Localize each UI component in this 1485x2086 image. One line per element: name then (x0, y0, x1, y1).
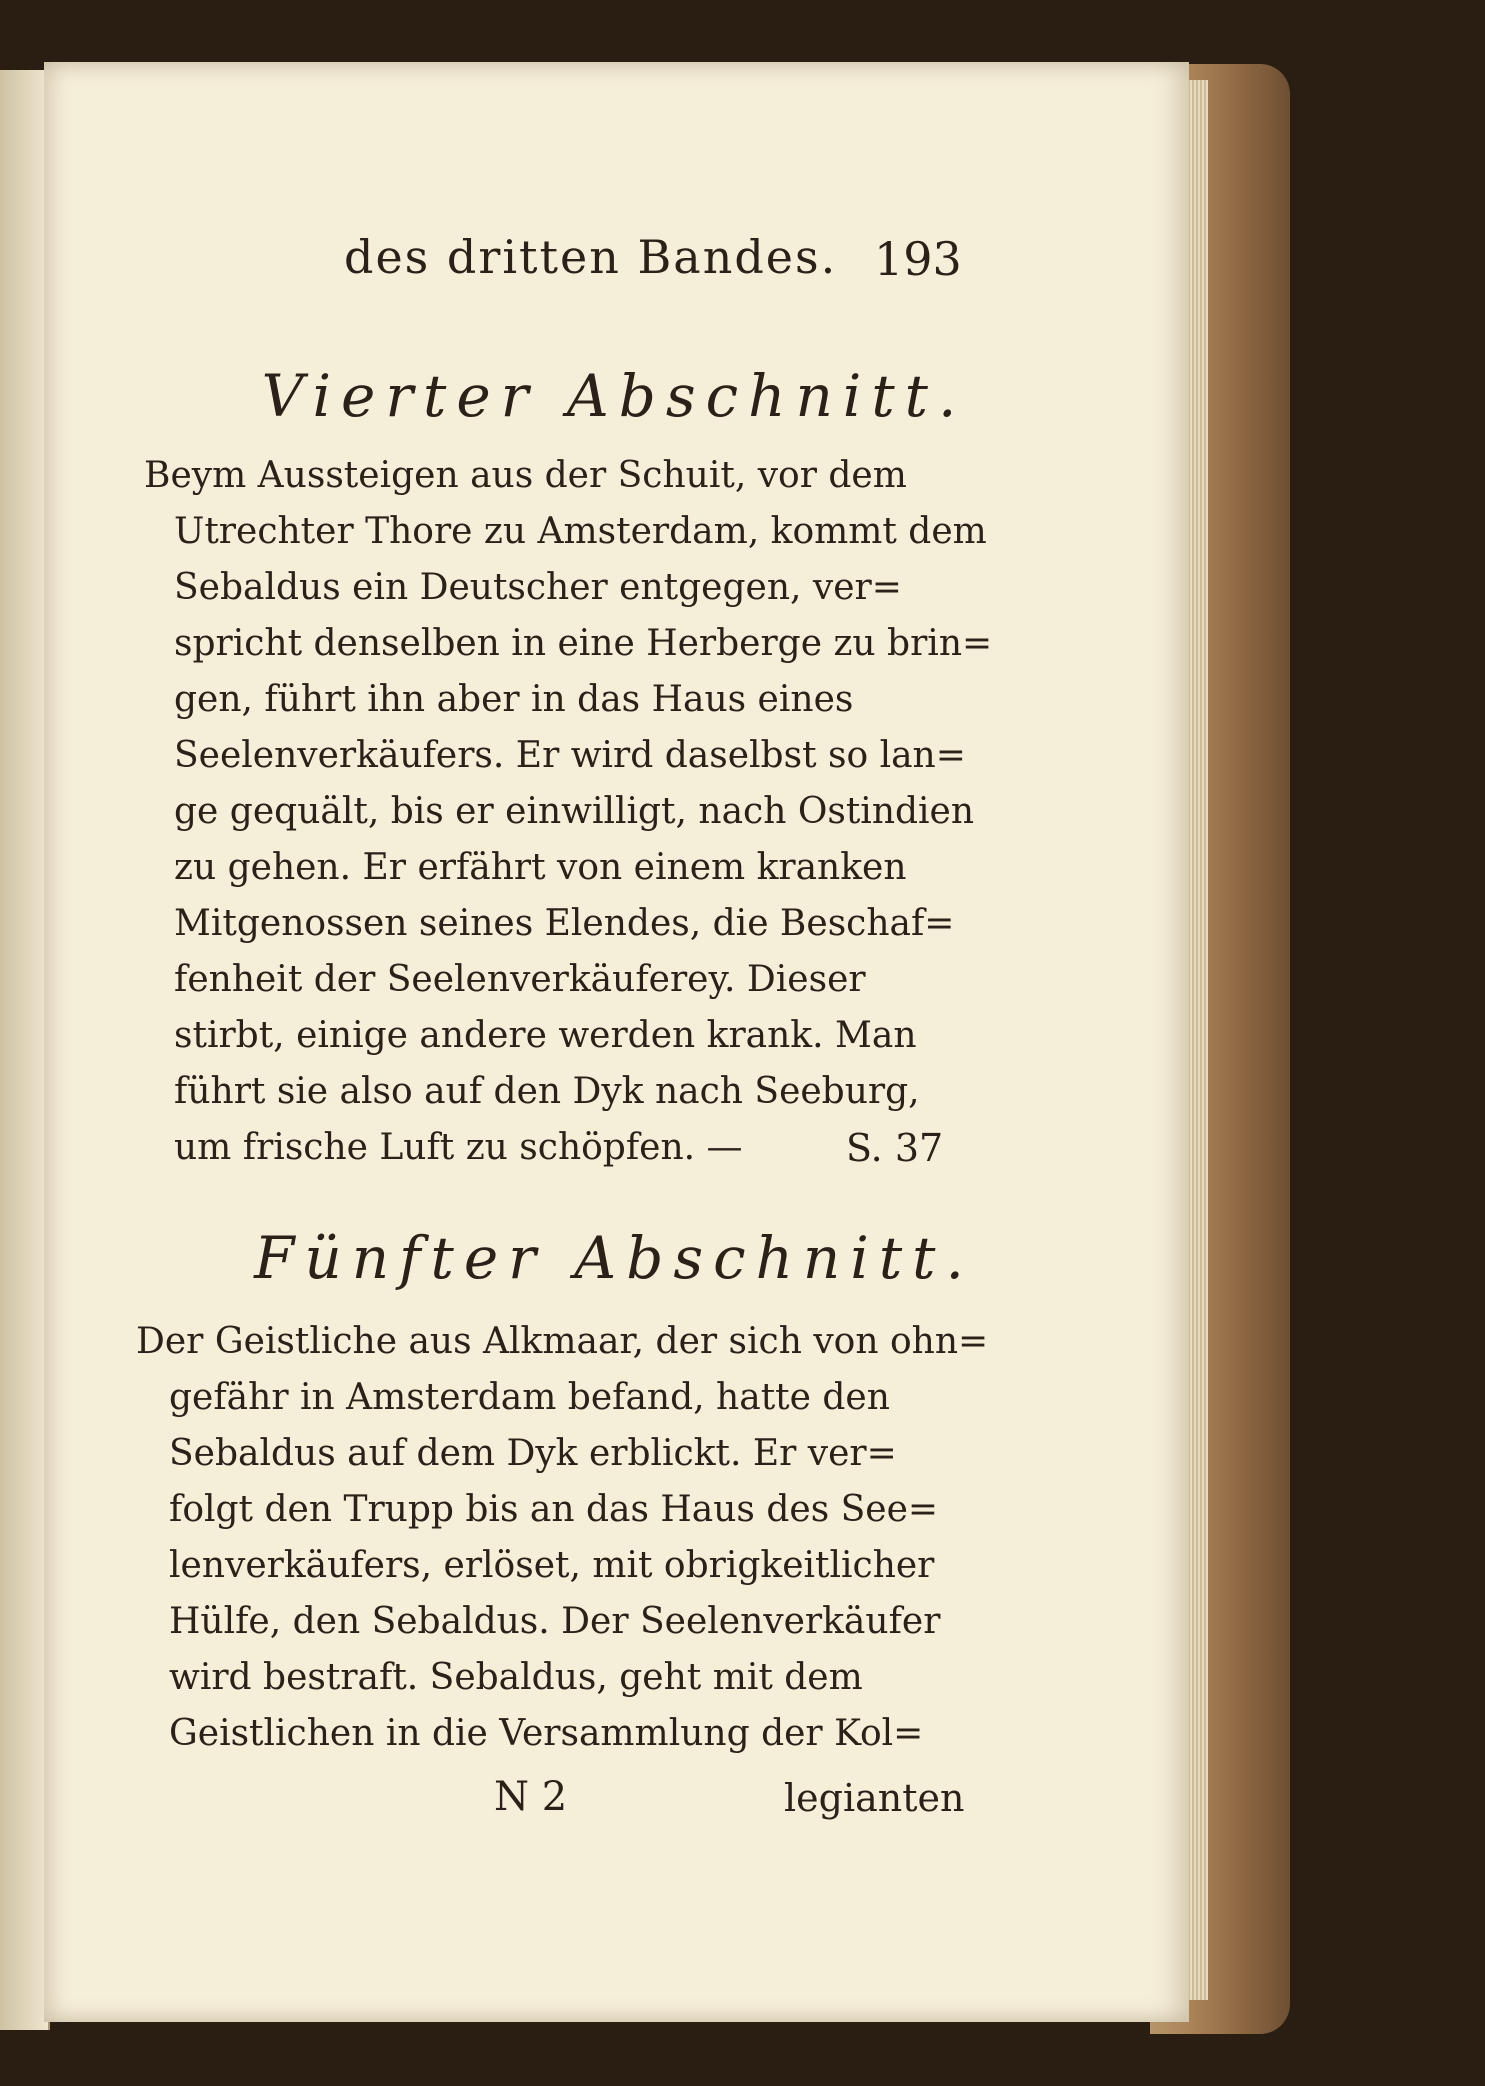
text-line: Mitgenossen seines Elendes, die Beschaf= (174, 903, 955, 944)
page-number: 193 (874, 232, 962, 286)
page-reference: S. 37 (846, 1126, 944, 1170)
text-line: stirbt, einige andere werden krank. Man (174, 1015, 917, 1056)
text-line: Sebaldus auf dem Dyk erblickt. Er ver= (169, 1433, 897, 1474)
text-line: gefähr in Amsterdam befand, hatte den (169, 1377, 890, 1418)
text-line: fenheit der Seelenverkäuferey. Dieser (174, 959, 866, 1000)
text-line: führt sie also auf den Dyk nach Seeburg, (174, 1071, 920, 1112)
signature-mark: N 2 (494, 1774, 568, 1820)
section-heading-fuenfter: Fünfter Abschnitt. (254, 1224, 974, 1292)
book-page (44, 62, 1189, 2022)
text-line: um frische Luft zu schöpfen. — (174, 1127, 743, 1168)
section-heading-vierter: Vierter Abschnitt. (261, 362, 967, 430)
text-line: spricht denselben in eine Herberge zu brin= (174, 623, 993, 664)
text-line: zu gehen. Er erfährt von einem kranken (174, 847, 907, 888)
text-line: gen, führt ihn aber in das Haus eines (174, 679, 854, 720)
text-line: wird bestraft. Sebaldus, geht mit dem (169, 1657, 863, 1698)
text-line: Sebaldus ein Deutscher entgegen, ver= (174, 567, 902, 608)
facing-page-edge (0, 70, 50, 2030)
text-line: Seelenverkäufers. Er wird daselbst so lan= (174, 735, 966, 776)
running-title: des dritten Bandes. (344, 230, 838, 284)
text-line: Utrechter Thore zu Amsterdam, kommt dem (174, 511, 987, 552)
section-text-fuenfter (44, 62, 1189, 2022)
text-line: lenverkäufers, erlöset, mit obrigkeitlicher (169, 1545, 935, 1586)
text-line: folgt den Trupp bis an das Haus des See= (169, 1489, 939, 1530)
text-line: Der Geistliche aus Alkmaar, der sich von ohn= (136, 1321, 989, 1362)
text-line: ge gequält, bis er einwilligt, nach Ostindien (174, 791, 975, 832)
catchword: legianten (784, 1776, 965, 1820)
text-line: Geistlichen in die Versammlung der Kol= (169, 1713, 924, 1754)
text-line: Beym Aussteigen aus der Schuit, vor dem (144, 455, 907, 496)
text-line: Hülfe, den Sebaldus. Der Seelenverkäufer (169, 1601, 941, 1642)
